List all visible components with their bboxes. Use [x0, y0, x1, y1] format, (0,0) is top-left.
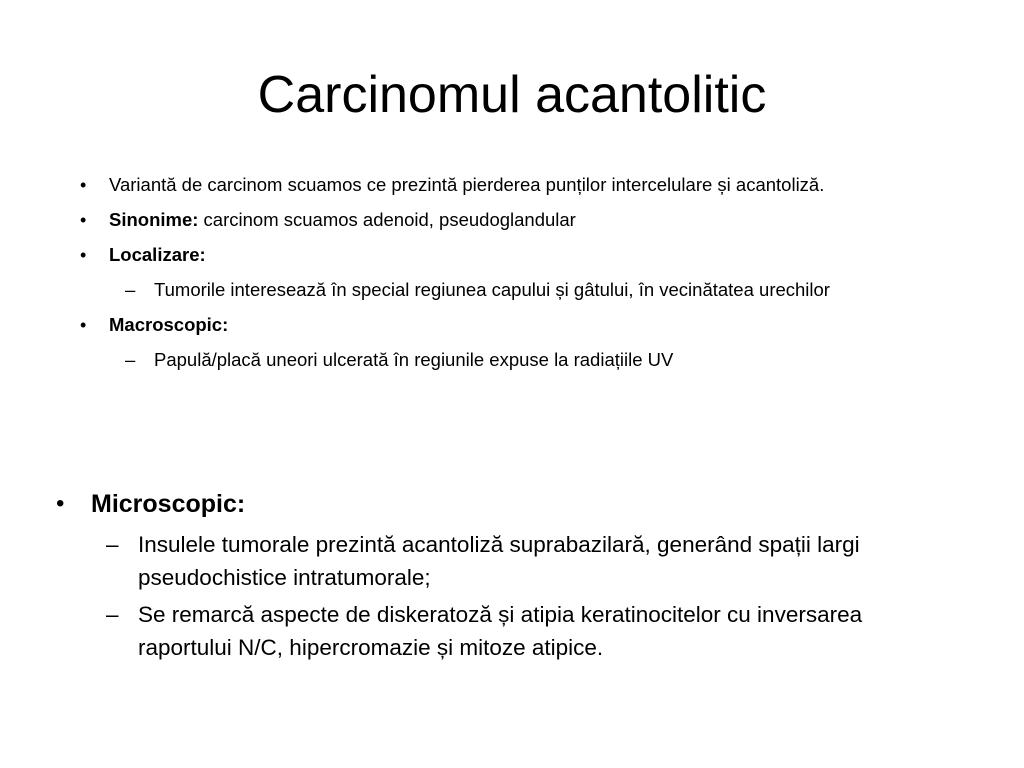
sub-item-microscopic-1 [48, 528, 948, 594]
bullet-label: Sinonime: [109, 209, 199, 230]
slide-title: Carcinomul acantolitic [257, 66, 767, 124]
bullet-text: carcinom scuamos adenoid, pseudoglandular [198, 209, 576, 230]
bullet-icon: • [80, 210, 87, 230]
bullet-item-synonyms [80, 205, 940, 235]
bullet-icon: • [80, 315, 87, 335]
bullet-icon: • [80, 245, 87, 265]
bullet-item-localization [80, 240, 940, 270]
sub-item-text: Papulă/placă uneori ulcerată în regiunile expuse la radiațiile UV [154, 349, 674, 370]
bullet-icon: • [80, 175, 87, 195]
dash-icon: – [106, 602, 119, 627]
dash-icon: – [106, 532, 119, 557]
sub-item-localization [80, 275, 940, 305]
sub-item-microscopic-2 [48, 598, 948, 664]
dash-icon: – [125, 279, 136, 300]
dash-icon: – [125, 349, 136, 370]
bullet-text: Variantă de carcinom scuamos ce prezintă pierderea punților intercelulare și acantoliză. [109, 174, 825, 195]
bullet-item-microscopic [48, 486, 948, 522]
sub-item-text: Tumorile interesează în special regiunea capului și gâtului, în vecinătatea urechilor [154, 279, 830, 300]
bullet-icon: • [56, 490, 65, 517]
sub-item-text: Se remarcă aspecte de diskeratoză și atipia keratinocitelor cu inversarea raportului N/C, hipercromazie și mitoze atipice. [138, 602, 863, 660]
sub-item-macroscopic [80, 345, 940, 375]
bullet-label: Macroscopic: [109, 314, 229, 335]
bullet-item-macroscopic [80, 310, 940, 340]
bullet-item-definition [80, 170, 940, 200]
content-block-primary [80, 170, 940, 380]
sub-item-text: Insulele tumorale prezintă acantoliză suprabazilară, generând spații largi pseudochistice intratumorale; [138, 532, 860, 590]
content-block-microscopic [48, 486, 948, 668]
bullet-label: Localizare: [109, 244, 206, 265]
bullet-label: Microscopic: [91, 490, 246, 518]
